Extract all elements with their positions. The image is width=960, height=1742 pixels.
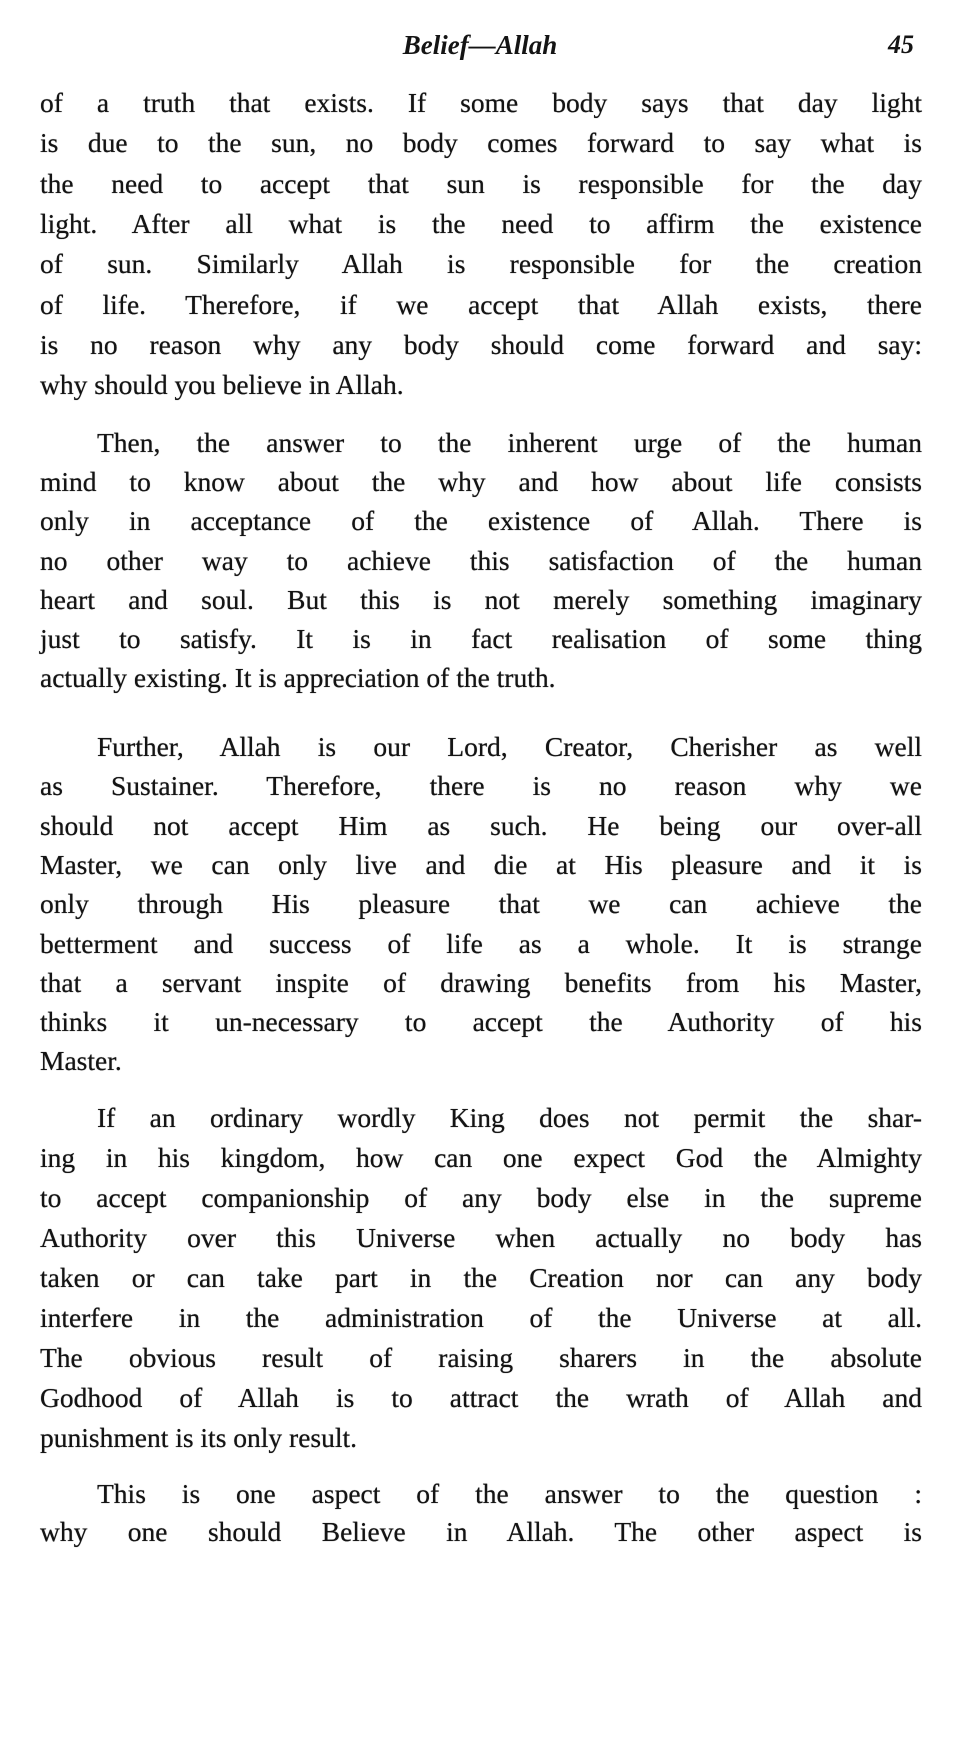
text-line: actually existing. It is appreciation of the truth. [40,662,556,694]
running-header-title: Belief—Allah [402,30,558,60]
text-line: punishment is its only result. [40,1422,358,1453]
page-number: 45 [888,30,914,59]
text-line: just to satisfy. It is in fact realisation of some thing [40,623,922,654]
text-line: Godhood of Allah is to attract the wrath of Allah and [40,1382,922,1413]
text-line: betterment and success of life as a whole. It is strange [40,927,922,959]
text-line: is no reason why any body should come forward and say: [40,328,922,360]
text-line: should not accept Him as such. He being our over-all [40,809,922,841]
text-line: the need to accept that sun is responsible for the day [40,167,922,199]
text-line: thinks it un-necessary to accept the Authority of his [40,1006,922,1038]
text-line: that a servant inspite of drawing benefits from his Master, [40,966,922,998]
text-line: mind to know about the why and how about life consists [40,466,922,498]
text-line: Further, Allah is our Lord, Creator, Cherisher as well [97,731,922,762]
text-line: of a truth that exists. If some body says that day light [40,87,922,118]
text-line: as Sustainer. Therefore, there is no reason why we [40,770,922,802]
text-line: heart and soul. But this is not merely something imaginary [40,583,922,615]
text-line: interfere in the administration of the Universe at all. [40,1302,922,1333]
text-line: only through His pleasure that we can achieve the [40,888,922,920]
text-line: If an ordinary wordly King does not permit the shar- [97,1102,922,1133]
text-line: why one should Believe in Allah. The other aspect is [40,1516,922,1547]
text-line: is due to the sun, no body comes forward to say what is [40,127,922,159]
text-line: ing in his kingdom, how can one expect God the Almighty [40,1142,922,1173]
text-line: Authority over this Universe when actually no body has [40,1222,922,1253]
text-line: to accept companionship of any body else in the supreme [40,1182,922,1213]
text-line: The obvious result of raising sharers in the absolute [40,1342,922,1373]
text-line: This is one aspect of the answer to the question : [97,1478,922,1509]
text-line: why should you believe in Allah. [40,369,404,401]
text-line: taken or can take part in the Creation nor can any body [40,1262,922,1293]
text-line: only in acceptance of the existence of Allah. There is [40,505,922,537]
text-line: Then, the answer to the inherent urge of the human [97,427,922,458]
text-line: no other way to achieve this satisfaction of the human [40,544,922,576]
text-line: of sun. Similarly Allah is responsible for the creation [40,248,922,280]
text-line: Master, we can only live and die at His pleasure and it is [40,848,922,880]
text-line: Master. [40,1045,122,1077]
text-line: light. After all what is the need to affirm the existence [40,207,922,239]
text-line: of life. Therefore, if we accept that Allah exists, there [40,288,922,320]
